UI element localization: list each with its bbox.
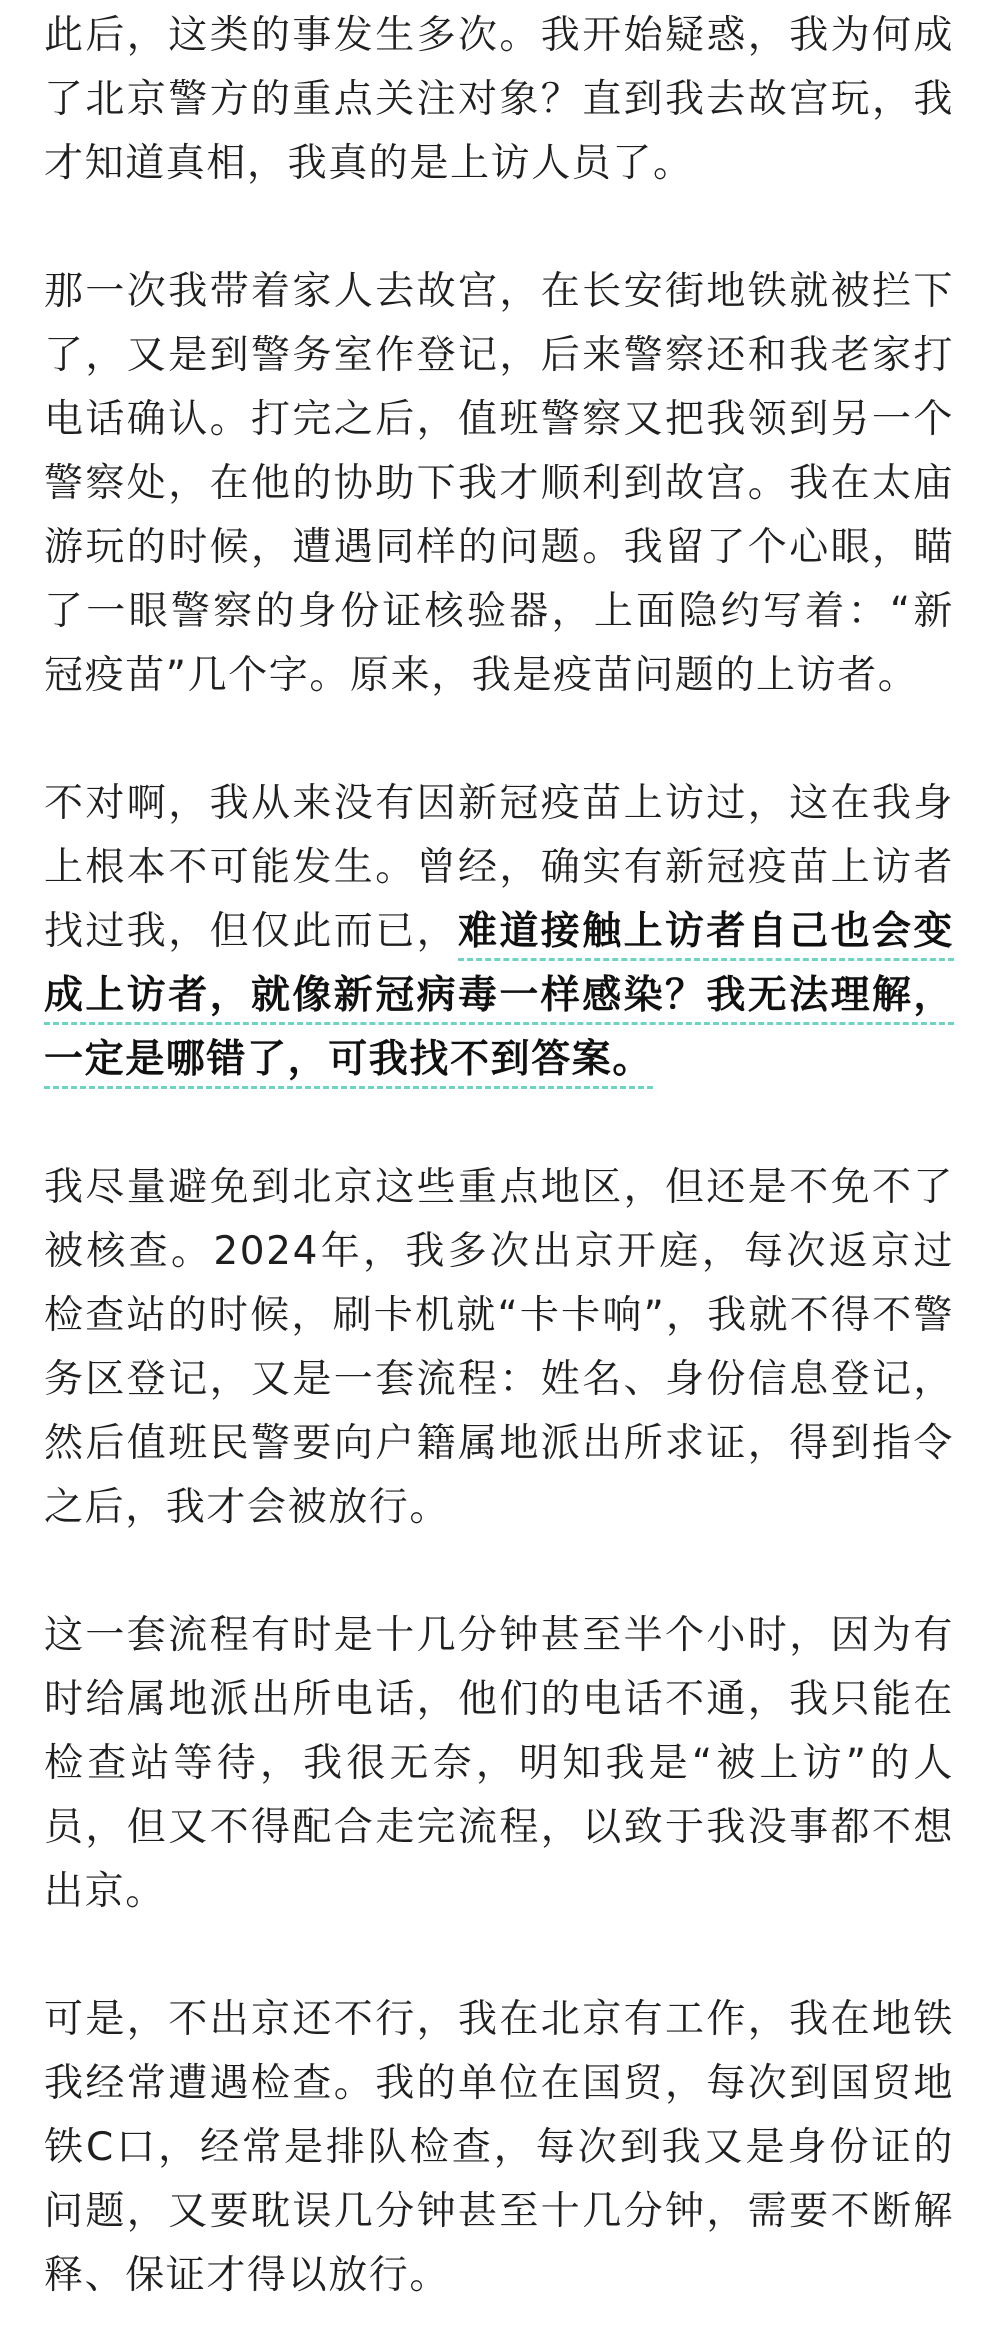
paragraph-text: 此后，这类的事发生多次。我开始疑惑，我为何成了北京警方的重点关注对象？直到我去故宫玩，我才知道真相，我真的是上访人员了。 [44,13,954,186]
highlighted-text: 难道接触上访者自己也会变成上访者，就像新冠病毒一样感染？我无法理解，一定是哪错了，可我找不到答案。 [44,909,954,1082]
paragraph-5 [44,1604,954,1924]
paragraph-4 [44,1156,954,1540]
paragraph-text: 可是，不出京还不行，我在北京有工作，我在地铁我经常遭遇检查。我的单位在国贸，每次到国贸地铁C口，经常是排队检查，每次到我又是身份证的问题，又要耽误几分钟甚至十几分钟，需要不断解释、保证才得以放行。 [44,1997,954,2298]
paragraph-3 [44,772,954,1092]
paragraph-6 [44,1988,954,2308]
paragraph-text: 这一套流程有时是十几分钟甚至半个小时，因为有时给属地派出所电话，他们的电话不通，我只能在检查站等待，我很无奈，明知我是“被上访”的人员，但又不得配合走完流程，以致于我没事都不想出京。 [44,1613,954,1914]
paragraph-2 [44,260,954,708]
paragraph-text: 那一次我带着家人去故宫，在长安街地铁就被拦下了，又是到警务室作登记，后来警察还和我老家打电话确认。打完之后，值班警察又把我领到另一个警察处，在他的协助下我才顺利到故宫。我在太庙游玩的时候，遭遇同样的问题。我留了个心眼，瞄了一眼警察的身份证核验器，上面隐约写着：“新冠疫苗”几个字。原来，我是疫苗问题的上访者。 [44,269,954,698]
article-body [44,4,954,2308]
paragraph-text: 不对啊，我从来没有因新冠疫苗上访过，这在我身上根本不可能发生。曾经，确实有新冠疫苗上访者找过我，但仅此而已， [44,781,954,954]
paragraph-1 [44,4,954,196]
paragraph-text: 我尽量避免到北京这些重点地区，但还是不免不了被核查。2024年，我多次出京开庭，每次返京过检查站的时候，刷卡机就“卡卡响”，我就不得不警务区登记，又是一套流程：姓名、身份信息登记，然后值班民警要向户籍属地派出所求证，得到指令之后，我才会被放行。 [44,1165,954,1530]
